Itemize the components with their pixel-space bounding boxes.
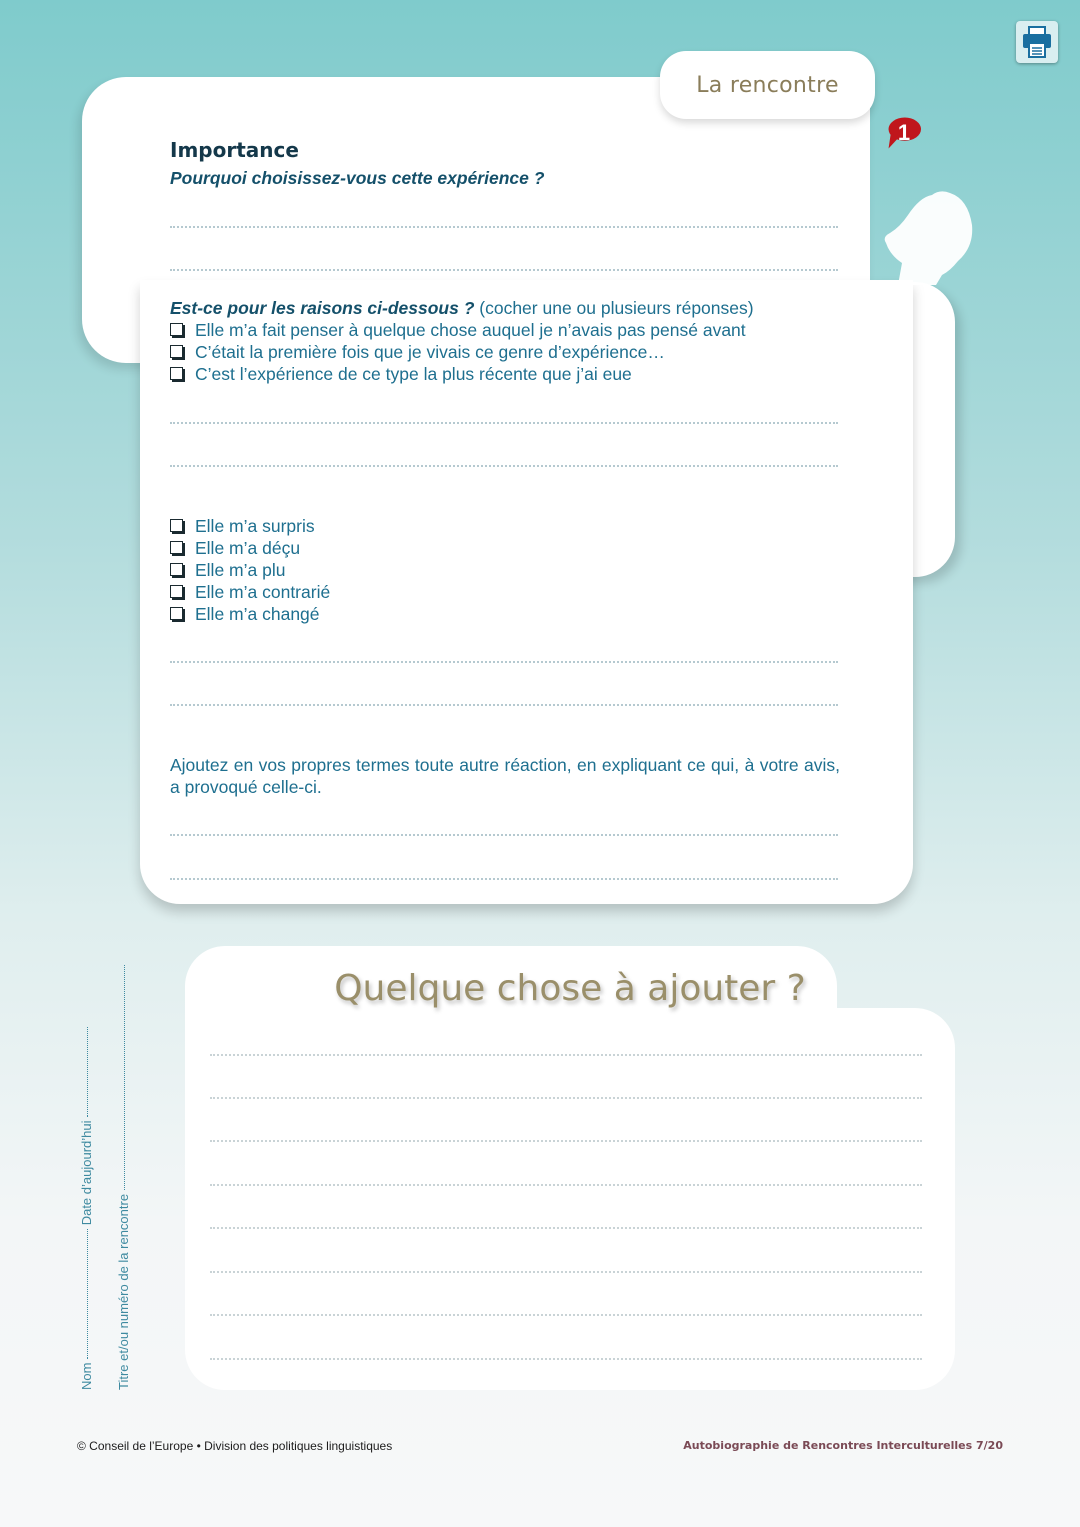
answer-line[interactable] [170, 704, 838, 706]
checkbox[interactable] [170, 585, 183, 598]
checkbox-option[interactable] [170, 342, 665, 363]
checkbox-option[interactable] [170, 320, 746, 341]
checkbox-label: C’est l’expérience de ce type la plus récente que j’ai eue [195, 364, 632, 384]
question-why: Pourquoi choisissez-vous cette expérience ? [170, 168, 545, 188]
step-badge-number: 1 [897, 120, 911, 145]
print-button[interactable] [1016, 21, 1058, 63]
answer-line[interactable] [170, 269, 838, 271]
checkbox[interactable] [170, 323, 183, 336]
printer-icon [1016, 21, 1058, 63]
checkbox[interactable] [170, 563, 183, 576]
checkbox-option[interactable] [170, 364, 632, 385]
checkbox-option[interactable] [170, 582, 330, 603]
add-section-title: Quelque chose à ajouter ? [334, 968, 806, 1009]
checkbox-option[interactable] [170, 604, 320, 625]
checkbox[interactable] [170, 607, 183, 620]
sidebar-title [116, 965, 131, 1390]
answer-line[interactable] [170, 834, 838, 836]
notes-line[interactable] [210, 1054, 922, 1056]
checkbox[interactable] [170, 541, 183, 554]
checkbox[interactable] [170, 367, 183, 380]
question-reasons-note: (cocher une ou plusieurs réponses) [474, 298, 754, 318]
footer-page-info: Autobiographie de Rencontres Interculturelles 7/20 [683, 1439, 1003, 1452]
answer-line[interactable] [170, 226, 838, 228]
notes-line[interactable] [210, 1140, 922, 1142]
date-field[interactable] [87, 1027, 88, 1117]
checkbox-option[interactable] [170, 560, 285, 581]
notes-line[interactable] [210, 1358, 922, 1360]
sidebar-name-date [79, 1027, 94, 1390]
checkbox-option[interactable] [170, 538, 300, 559]
question-reasons [170, 298, 754, 319]
section-tab-label: La rencontre [696, 73, 839, 98]
date-label: Date d’aujourd’hui [79, 1120, 94, 1226]
answer-line[interactable] [170, 422, 838, 424]
checkbox-label: Elle m’a plu [195, 560, 286, 580]
checkbox[interactable] [170, 345, 183, 358]
title-field[interactable] [124, 965, 125, 1190]
answer-line[interactable] [170, 661, 838, 663]
notes-line[interactable] [210, 1184, 922, 1186]
section-tab [660, 51, 875, 119]
section-heading: Importance [170, 138, 299, 162]
question-reasons-bold: Est-ce pour les raisons ci-dessous ? [170, 298, 475, 318]
answer-line[interactable] [170, 465, 838, 467]
checkbox-option[interactable] [170, 516, 315, 537]
answer-line[interactable] [170, 878, 838, 880]
other-reaction-prompt: Ajoutez en vos propres termes toute autre réaction, en expliquant ce qui, à votre avis, a provoqué celle-ci. [170, 755, 840, 797]
checkbox-label: Elle m’a surpris [195, 516, 315, 536]
notes-line[interactable] [210, 1227, 922, 1229]
add-card [185, 1008, 955, 1390]
checkbox-label: Elle m’a fait penser à quelque chose auquel je n’avais pas pensé avant [195, 320, 746, 340]
notes-line[interactable] [210, 1271, 922, 1273]
notes-line[interactable] [210, 1097, 922, 1099]
head-silhouette-icon [880, 185, 975, 285]
checkbox-label: Elle m’a changé [195, 604, 320, 624]
notes-line[interactable] [210, 1314, 922, 1316]
checkbox-label: Elle m’a contrarié [195, 582, 331, 602]
checkbox-label: Elle m’a déçu [195, 538, 301, 558]
checkbox[interactable] [170, 519, 183, 532]
name-field[interactable] [87, 1229, 88, 1359]
checkbox-label: C’était la première fois que je vivais ce genre d’expérience… [195, 342, 665, 362]
title-label: Titre et/ou numéro de la rencontre [116, 1193, 131, 1390]
name-label: Nom [79, 1362, 94, 1390]
footer-copyright: © Conseil de l’Europe • Division des politiques linguistiques [77, 1439, 393, 1453]
